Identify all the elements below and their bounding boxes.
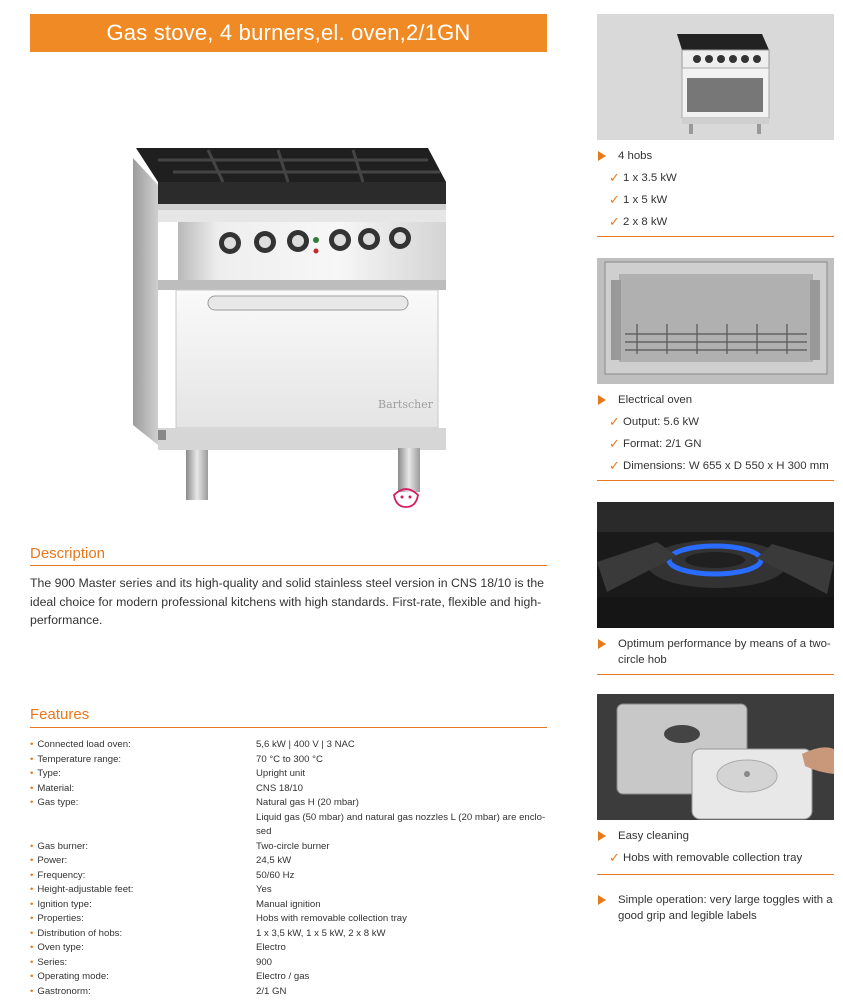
- feature-value: Hobs with removable collection tray: [256, 913, 407, 924]
- sidebar-block-burner: Optimum performance by means of a two-circle hob: [597, 636, 837, 674]
- feature-value: 2/1 GN: [256, 985, 287, 997]
- thumb-oven-interior: [597, 258, 834, 384]
- feature-label: • Type:: [30, 768, 61, 779]
- feature-row: [30, 738, 550, 753]
- feature-label: • Series:: [30, 956, 68, 968]
- feature-label: • Distribution of hobs:: [30, 927, 123, 939]
- feature-row: [30, 941, 550, 956]
- feature-value: Electro: [256, 942, 286, 953]
- checkmark-icon: ✓: [609, 436, 620, 451]
- feature-row: [30, 970, 550, 985]
- feature-value: 900: [256, 956, 273, 968]
- feature-row: [30, 753, 550, 768]
- arrow-icon: [598, 395, 606, 405]
- bullet-icon: •: [30, 971, 34, 982]
- feature-value: Electro / gas: [256, 971, 310, 982]
- feature-label: • Height-adjustable feet:: [30, 884, 134, 895]
- sidebar-divider: [597, 674, 834, 675]
- arrow-icon: [598, 895, 606, 905]
- checkmark-icon: ✓: [609, 170, 620, 185]
- bullet-icon: •: [30, 797, 34, 808]
- feature-label: • Ignition type:: [30, 898, 92, 910]
- feature-label: • Power:: [30, 855, 68, 866]
- description-text: The 900 Master series and its high-quality and solid stainless steel version in CNS 18/10 is the ideal choice for modern professional kitchens with high standards. First-rate, flexible and high-performance.: [30, 576, 545, 627]
- feature-label: • Temperature range:: [30, 753, 122, 765]
- sidebar-block-cleaning: Easy cleaning ✓ Hobs with removable collection tray: [597, 828, 837, 872]
- feature-value: Liquid gas (50 mbar) and natural gas nozzles L (20 mbar) are enclo-: [256, 811, 546, 823]
- feature-row: [30, 767, 550, 782]
- bullet-icon: •: [30, 855, 34, 866]
- thumb-collection-tray: [597, 694, 834, 820]
- feature-value: 5,6 kW | 400 V | 3 NAC: [256, 739, 355, 750]
- sidebar-divider: [597, 236, 834, 237]
- sidebar-divider: [597, 874, 834, 875]
- feature-row: [30, 898, 550, 913]
- feature-row: [30, 912, 550, 927]
- bullet-icon: •: [30, 884, 34, 895]
- feature-value: CNS 18/10: [256, 782, 303, 794]
- bullet-icon: •: [30, 956, 34, 968]
- feature-value: 24,5 kW: [256, 855, 292, 866]
- feature-label: • Frequency:: [30, 869, 86, 881]
- thumb-stove: [597, 14, 834, 140]
- page-title: Gas stove, 4 burners,el. oven,2/1GN: [30, 14, 547, 52]
- arrow-icon: [598, 639, 606, 649]
- feature-label: • Material:: [30, 782, 75, 794]
- feature-row: [30, 927, 550, 942]
- checkmark-icon: ✓: [609, 458, 620, 473]
- feature-row: [30, 956, 550, 971]
- feature-row: [30, 811, 550, 826]
- description-divider: [30, 565, 547, 566]
- features-title: Features: [30, 706, 90, 723]
- feature-label: [30, 825, 256, 840]
- feature-row: [30, 825, 550, 840]
- bullet-icon: •: [30, 927, 34, 939]
- svg-text:Bartscher: Bartscher: [378, 398, 433, 411]
- feature-value: 70 °C to 300 °C: [256, 753, 323, 765]
- feature-value: Two-circle burner: [256, 840, 330, 852]
- thumb-burner: [597, 502, 834, 628]
- feature-value: Natural gas H (20 mbar): [256, 797, 359, 808]
- feature-value: Manual ignition: [256, 898, 321, 910]
- bullet-icon: •: [30, 768, 34, 779]
- product-image: [128, 140, 458, 520]
- feature-value: sed: [256, 826, 272, 837]
- bullet-icon: •: [30, 869, 34, 881]
- feature-label: • Gas burner:: [30, 840, 89, 852]
- sidebar-block-oven: Electrical oven ✓ Output: 5.6 kW ✓ Format: 2/1 GN ✓ Dimensions: W 655 x D 550 x H 300 mm: [597, 392, 837, 480]
- checkmark-icon: ✓: [609, 214, 620, 229]
- arrow-icon: [598, 151, 606, 161]
- feature-label: • Oven type:: [30, 942, 84, 953]
- sidebar-block-operation: Simple operation: very large toggles with a good grip and legible labels: [597, 892, 837, 930]
- bullet-icon: •: [30, 913, 34, 924]
- checkmark-icon: ✓: [609, 414, 620, 429]
- bullet-icon: •: [30, 840, 34, 852]
- feature-label: • Gas type:: [30, 797, 79, 808]
- checkmark-icon: ✓: [609, 850, 620, 865]
- bullet-icon: •: [30, 985, 34, 997]
- sidebar-divider: [597, 480, 834, 481]
- features-divider: [30, 727, 547, 728]
- feature-row: [30, 796, 550, 811]
- arrow-icon: [598, 831, 606, 841]
- feature-value: 50/60 Hz: [256, 869, 295, 881]
- feature-row: [30, 782, 550, 797]
- feature-row: [30, 985, 550, 1000]
- bullet-icon: •: [30, 942, 34, 953]
- feature-label: • Properties:: [30, 913, 84, 924]
- sidebar-block-hobs: 4 hobs ✓ 1 x 3.5 kW ✓ 1 x 5 kW ✓ 2 x 8 kW: [597, 148, 837, 236]
- bullet-icon: •: [30, 898, 34, 910]
- feature-row: [30, 869, 550, 884]
- feature-value: Yes: [256, 884, 272, 895]
- feature-row: [30, 883, 550, 898]
- feature-value: Upright unit: [256, 768, 306, 779]
- bullet-icon: •: [30, 753, 34, 765]
- feature-value: 1 x 3,5 kW, 1 x 5 kW, 2 x 8 kW: [256, 927, 386, 939]
- bullet-icon: •: [30, 739, 34, 750]
- feature-label: • Operating mode:: [30, 971, 109, 982]
- feature-label: [30, 811, 256, 826]
- feature-row: [30, 854, 550, 869]
- feature-label: • Connected load oven:: [30, 739, 131, 750]
- checkmark-icon: ✓: [609, 192, 620, 207]
- feature-row: [30, 840, 550, 855]
- features-table: [30, 738, 550, 999]
- bullet-icon: •: [30, 782, 34, 794]
- feature-label: • Gastronorm:: [30, 985, 91, 997]
- description-title: Description: [30, 545, 106, 562]
